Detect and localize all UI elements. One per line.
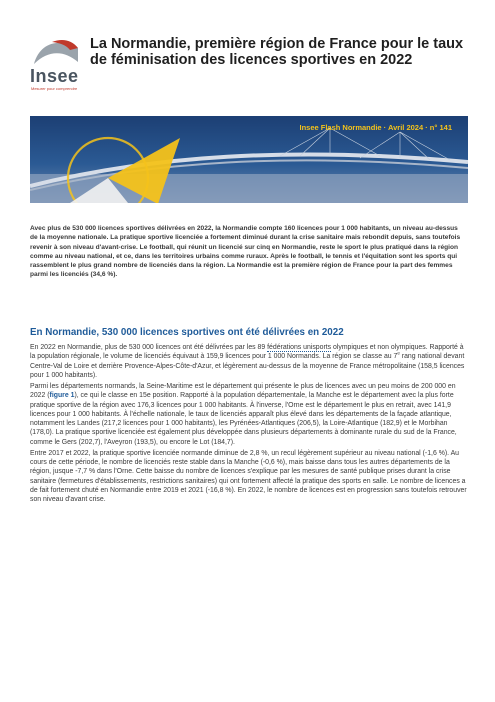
article-body — [30, 343, 468, 506]
logo-text: Insee — [30, 66, 79, 86]
paragraph-2-text-b: ), ce qui le classe en 15e position. Rapporté à la population départementale, la Manche est le département avec la plus forte pratique sportive de la région avec 176,3 licences pour 1 000 habitants. À l'inverse, l'Orne est le département le plus en retrait, avec 141,9 licences pour 1 000 habitants. À l'échelle nationale, le taux de licenciés apparaît plus élevé dans les départements de la façade atlantique, notamment les Landes (217,2 licences pour 1 000 habitants), les Pyrénées-Atlantiques (206,5), la Loire-Atlantique (182,9) et le Morbihan (178,0). La pratique sportive licenciée est également plus développée dans plusieurs départements à dominante rurale du sud de la France, comme le Gers (202,7), l'Aveyron (193,5), ou encore le Lot (184,7). — [30, 392, 457, 446]
insee-logo-mark-icon — [30, 36, 82, 66]
publication-reference: Insee Flash Normandie · Avril 2024 · n° 141 — [299, 123, 452, 132]
page-title: La Normandie, première région de France pour le taux de féminisation des licences sportives en 2022 — [90, 36, 464, 68]
summary-text: Avec plus de 530 000 licences sportives délivrées en 2022, la Normandie compte 160 licences pour 1 000 habitants, un niveau au-dessus de la moyenne nationale. La pratique sportive licenciée a fortement diminué durant la crise sanitaire mais rebondit depuis, sans toutefois revenir à son niveau d'avant-crise. Le football, qui réunit un licencié sur cinq en Normandie, reste le sport le plus pratiqué dans la région comme au niveau national, et ce, dans les territoires urbains comme ruraux. Après le football, le tennis et l'équitation sont les sports qui rassemblent le plus grand nombre de licenciés dans la région. La Normandie est la première région de France pour la part des femmes parmi les licenciés (34,6 %). — [30, 225, 461, 279]
paragraph-2 — [30, 382, 468, 447]
paragraph-1-text-b: olympiques et non olympiques. Rapporté à la population régionale, le volume de licenciés équivaut à 159,9 licences pour 1 000 Normands. La région se classe au 7 — [30, 344, 464, 361]
paragraph-1 — [30, 343, 468, 380]
paragraph-3: Entre 2017 et 2022, la pratique sportive licenciée normande diminue de 2,8 %, un recul légèrement supérieur au niveau national (-1,6 %). Au cours de cette période, le nombre de licenciés reste stable dans la Manche (-0,6 %), mais baisse dans tous les autres départements de la région, jusque -7,7 % dans l'Orne. Cette baisse du nombre de licences s'explique par les mesures de santé publique prises durant la crise sanitaire (fermetures d'établissements, restrictions sanitaires) qui ont fortement affecté la pratique des sports en salle. Le nombre de licences a de fait fortement chuté en Normandie entre 2019 et 2021 (-16,8 %). En 2022, le nombre de licences est en progression sans toutefois retrouver son niveau d'avant crise. — [30, 449, 467, 503]
logo-tagline: Mesurer pour comprendre — [31, 86, 78, 91]
ordinal-suffix: e — [397, 350, 400, 356]
figure-1-link[interactable]: figure 1 — [49, 392, 75, 400]
section-title: En Normandie, 530 000 licences sportives ont été délivrées en 2022 — [30, 327, 344, 338]
paragraph-1-text-a: En 2022 en Normandie, plus de 530 000 licences ont été délivrées par les 89 — [30, 344, 268, 351]
definition-link-federations[interactable]: fédérations unisports — [267, 344, 332, 351]
publication-banner — [30, 116, 468, 203]
paragraph-2-text-a: Parmi les départements normands, la Seine-Maritime est le département qui présente le plus de licences avec un peu moins de 200 000 en 2022 ( — [30, 383, 456, 400]
paragraph-1-text-c: rang national devant Centre-Val de Loire et derrière Provence-Alpes-Côte-d'Azur, et légèrement au-dessus de la moyenne de France métropolitaine (158,5 licences pour 1 000 habitants). — [30, 353, 465, 379]
